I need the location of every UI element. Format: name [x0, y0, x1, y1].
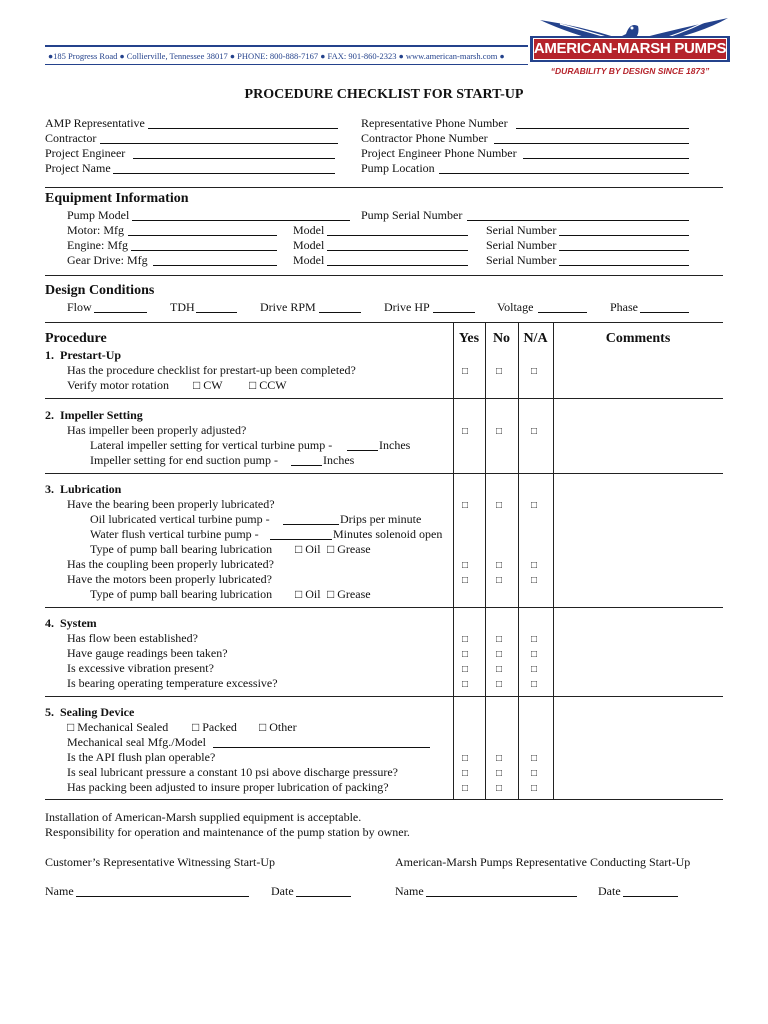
section-impeller-title: 2. Impeller Setting [45, 408, 143, 422]
section-lubrication-title: 3. Lubrication [45, 482, 122, 496]
system-q4-yes-checkbox[interactable]: □ [462, 679, 469, 690]
motor-model-label: Model [293, 223, 325, 237]
lubrication-q3-na-checkbox[interactable]: □ [531, 575, 538, 586]
table-bottom-rule [45, 799, 723, 800]
prestart-q1-no-checkbox[interactable]: □ [496, 366, 503, 377]
col-divider-na [518, 322, 519, 799]
system-q4-na-checkbox[interactable]: □ [531, 679, 538, 690]
engine-serial-label: Serial Number [486, 238, 557, 252]
project-name-field[interactable] [113, 173, 335, 174]
customer-rep-label: Customer’s Representative Witnessing Start-Up [45, 855, 276, 869]
procedure-header: Procedure [45, 331, 107, 346]
sealing-q2-na-checkbox[interactable]: □ [531, 768, 538, 779]
engine-serial-field[interactable] [559, 250, 689, 251]
col-divider-no [485, 322, 486, 799]
contact-label-contractor: Contractor [45, 131, 97, 145]
gear-model-field[interactable] [327, 265, 468, 266]
section-system-title: 4. System [45, 616, 97, 630]
prestart-q1: Has the procedure checklist for prestart-up been completed? [67, 363, 356, 377]
motor-lube-grease-option[interactable]: □ Grease [327, 587, 371, 601]
system-q2-na-checkbox[interactable]: □ [531, 649, 538, 660]
system-q4-no-checkbox[interactable]: □ [496, 679, 503, 690]
water-flush-unit: Minutes solenoid open [333, 527, 443, 541]
system-q2-yes-checkbox[interactable]: □ [462, 649, 469, 660]
lateral-impeller-label: Lateral impeller setting for vertical turbine pump - [90, 438, 333, 452]
system-q1-na-checkbox[interactable]: □ [531, 634, 538, 645]
lubrication-q2-no-checkbox[interactable]: □ [496, 560, 503, 571]
gear-mfg-field[interactable] [153, 265, 277, 266]
tdh-label: TDH [170, 300, 195, 314]
sealing-q1: Is the API flush plan operable? [67, 750, 216, 764]
company-logo [530, 12, 735, 80]
sealing-q3-na-checkbox[interactable]: □ [531, 783, 538, 794]
system-q3: Is excessive vibration present? [67, 661, 214, 675]
contractor-field[interactable] [100, 143, 338, 144]
project-engineer-field[interactable] [133, 158, 335, 159]
contact-label-pump-location: Pump Location [361, 161, 435, 175]
pump-serial-label: Pump Serial Number [361, 208, 463, 222]
na-header: N/A [523, 331, 548, 346]
motor-model-field[interactable] [327, 235, 468, 236]
seal-mfg-label: Mechanical seal Mfg./Model [67, 735, 206, 749]
pump-model-field[interactable] [132, 220, 350, 221]
lateral-impeller-field[interactable] [347, 450, 378, 451]
customer-date-label: Date [271, 884, 294, 898]
customer-name-field[interactable] [76, 896, 249, 897]
system-q3-no-checkbox[interactable]: □ [496, 664, 503, 675]
section-1-rule [45, 398, 723, 399]
logo-text: AMERICAN-MARSH PUMPS [533, 40, 727, 57]
divider-2 [45, 275, 723, 276]
sealing-q2-yes-checkbox[interactable]: □ [462, 768, 469, 779]
seal-packed-option[interactable]: □ Packed [192, 720, 237, 734]
contact-label-engineer-phone: Project Engineer Phone Number [361, 146, 517, 160]
amp-name-label: Name [395, 884, 424, 898]
rep-phone-field[interactable] [516, 128, 689, 129]
header-rule-bottom [45, 64, 528, 65]
contractor-phone-field[interactable] [494, 143, 689, 144]
sealing-q3-no-checkbox[interactable]: □ [496, 783, 503, 794]
lubrication-q3-yes-checkbox[interactable]: □ [462, 575, 469, 586]
sealing-q1-yes-checkbox[interactable]: □ [462, 753, 469, 764]
system-q1: Has flow been established? [67, 631, 198, 645]
comments-header: Comments [605, 331, 671, 346]
gear-model-label: Model [293, 253, 325, 267]
contact-label-contractor-phone: Contractor Phone Number [361, 131, 488, 145]
section-prestart-title: 1. Prestart-Up [45, 348, 122, 362]
rotation-cw-option[interactable]: □ CW [193, 378, 223, 392]
engine-mfg-label: Engine: Mfg [67, 238, 128, 252]
system-q3-yes-checkbox[interactable]: □ [462, 664, 469, 675]
lubrication-q1-na-checkbox[interactable]: □ [531, 500, 538, 511]
flow-field[interactable] [94, 312, 147, 313]
gear-serial-label: Serial Number [486, 253, 557, 267]
phase-label: Phase [610, 300, 638, 314]
motor-serial-field[interactable] [559, 235, 689, 236]
system-q1-no-checkbox[interactable]: □ [496, 634, 503, 645]
amp-name-field[interactable] [426, 896, 577, 897]
system-q1-yes-checkbox[interactable]: □ [462, 634, 469, 645]
engine-model-field[interactable] [327, 250, 468, 251]
seal-other-option[interactable]: □ Other [259, 720, 297, 734]
bearing-lube-oil-option[interactable]: □ Oil [295, 542, 321, 556]
amp-rep-conducting-label: American-Marsh Pumps Representative Conducting Start-Up [395, 855, 691, 869]
amp-date-field[interactable] [623, 896, 678, 897]
logo-tagline: “DURABILITY BY DESIGN SINCE 1873” [550, 66, 710, 76]
motor-lube-oil-option[interactable]: □ Oil [295, 587, 321, 601]
sealing-q3: Has packing been adjusted to insure proper lubrication of packing? [67, 780, 389, 794]
engine-mfg-field[interactable] [131, 250, 277, 251]
water-flush-field[interactable] [270, 539, 332, 540]
voltage-field[interactable] [538, 312, 587, 313]
water-flush-label: Water flush vertical turbine pump - [90, 527, 259, 541]
lubrication-q3-no-checkbox[interactable]: □ [496, 575, 503, 586]
page-title: PROCEDURE CHECKLIST FOR START-UP [244, 87, 524, 102]
sealing-q1-no-checkbox[interactable]: □ [496, 753, 503, 764]
motor-mfg-label: Motor: Mfg [67, 223, 124, 237]
motor-lube-type-label: Type of pump ball bearing lubrication [90, 587, 273, 601]
oil-lubricated-label: Oil lubricated vertical turbine pump - [90, 512, 270, 526]
no-header: No [492, 331, 511, 346]
seal-mechanical-option[interactable]: □ Mechanical Sealed [67, 720, 169, 734]
motor-mfg-field[interactable] [128, 235, 277, 236]
lubrication-q1-no-checkbox[interactable]: □ [496, 500, 503, 511]
contact-label-project-name: Project Name [45, 161, 111, 175]
oil-lubricated-unit: Drips per minute [340, 512, 422, 526]
motor-serial-label: Serial Number [486, 223, 557, 237]
amp-rep-field[interactable] [148, 128, 338, 129]
end-suction-label: Impeller setting for end suction pump - [90, 453, 278, 467]
col-divider-yes [453, 322, 454, 799]
system-q2: Have gauge readings been taken? [67, 646, 228, 660]
lubrication-q2-yes-checkbox[interactable]: □ [462, 560, 469, 571]
sealing-q2: Is seal lubricant pressure a constant 10 psi above discharge pressure? [67, 765, 399, 779]
system-q4: Is bearing operating temperature excessive? [67, 676, 278, 690]
flow-label: Flow [67, 300, 92, 314]
lateral-impeller-unit: Inches [379, 438, 411, 452]
footer-note-2: Responsibility for operation and maintenance of the pump station by owner. [45, 825, 410, 839]
pump-location-field[interactable] [439, 173, 689, 174]
design-heading: Design Conditions [45, 283, 155, 298]
divider-1 [45, 187, 723, 188]
prestart-q1-yes-checkbox[interactable]: □ [462, 366, 469, 377]
system-q2-no-checkbox[interactable]: □ [496, 649, 503, 660]
section-3-rule [45, 607, 723, 608]
sealing-q2-no-checkbox[interactable]: □ [496, 768, 503, 779]
gear-mfg-label: Gear Drive: Mfg [67, 253, 148, 267]
drive-hp-label: Drive HP [384, 300, 430, 314]
section-4-rule [45, 696, 723, 697]
lubrication-q2-na-checkbox[interactable]: □ [531, 560, 538, 571]
drive-rpm-label: Drive RPM [260, 300, 316, 314]
end-suction-unit: Inches [323, 453, 355, 467]
col-divider-comments [553, 322, 554, 799]
equipment-heading: Equipment Information [45, 191, 189, 206]
sealing-q1-na-checkbox[interactable]: □ [531, 753, 538, 764]
rotation-ccw-option[interactable]: □ CCW [249, 378, 287, 392]
pump-model-label: Pump Model [67, 208, 130, 222]
engineer-phone-field[interactable] [523, 158, 689, 159]
system-q3-na-checkbox[interactable]: □ [531, 664, 538, 675]
gear-serial-field[interactable] [559, 265, 689, 266]
section-2-rule [45, 473, 723, 474]
lubrication-q2: Has the coupling been properly lubricated? [67, 557, 274, 571]
sealing-q3-yes-checkbox[interactable]: □ [462, 783, 469, 794]
lubrication-q3: Have the motors been properly lubricated? [67, 572, 272, 586]
seal-mfg-field[interactable] [213, 747, 430, 748]
table-top-rule [45, 322, 723, 323]
section-sealing-title: 5. Sealing Device [45, 705, 135, 719]
oil-lubricated-field[interactable] [283, 524, 339, 525]
company-address: ●185 Progress Road ● Collierville, Tennessee 38017 ● PHONE: 800-888-7167 ● FAX: 901-860-2323 ● www.american-marsh.com ● [48, 51, 505, 61]
drive-hp-field[interactable] [433, 312, 475, 313]
amp-date-label: Date [598, 884, 621, 898]
contact-label-amp-rep: AMP Representative [45, 116, 145, 130]
bearing-lube-grease-option[interactable]: □ Grease [327, 542, 371, 556]
voltage-label: Voltage [497, 300, 534, 314]
customer-date-field[interactable] [296, 896, 351, 897]
footer-note-1: Installation of American-Marsh supplied equipment is acceptable. [45, 810, 362, 824]
impeller-q1-no-checkbox[interactable]: □ [496, 426, 503, 437]
phase-field[interactable] [640, 312, 689, 313]
end-suction-field[interactable] [291, 465, 322, 466]
impeller-q1-na-checkbox[interactable]: □ [531, 426, 538, 437]
tdh-field[interactable] [196, 312, 237, 313]
contact-label-rep-phone: Representative Phone Number [361, 116, 508, 130]
header-rule-top [45, 45, 528, 47]
lubrication-q1: Have the bearing been properly lubricated? [67, 497, 275, 511]
lubrication-q1-yes-checkbox[interactable]: □ [462, 500, 469, 511]
drive-rpm-field[interactable] [319, 312, 361, 313]
customer-name-label: Name [45, 884, 74, 898]
engine-model-label: Model [293, 238, 325, 252]
pump-serial-field[interactable] [467, 220, 689, 221]
prestart-q1-na-checkbox[interactable]: □ [531, 366, 538, 377]
yes-header: Yes [458, 331, 480, 346]
impeller-q1: Has impeller been properly adjusted? [67, 423, 247, 437]
impeller-q1-yes-checkbox[interactable]: □ [462, 426, 469, 437]
bearing-lube-type-label: Type of pump ball bearing lubrication [90, 542, 273, 556]
rotation-label: Verify motor rotation [67, 378, 169, 392]
contact-label-project-engineer: Project Engineer [45, 146, 126, 160]
